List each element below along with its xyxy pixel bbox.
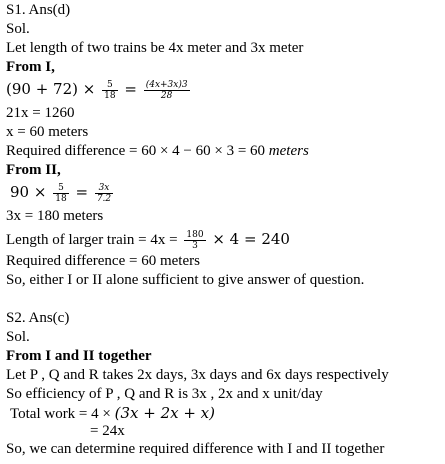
len-fraction (184, 230, 205, 251)
eq1-left: (90 + 72) × (6, 80, 96, 98)
req1-text: Required difference = 60 × 4 − 60 × 3 = 60 (6, 143, 269, 159)
s2-line-1: Let P , Q and R takes 2x days, 3x days and 6x days respectively (6, 367, 389, 383)
eq1-frac-num: 5 (102, 80, 117, 91)
eq2-right-num: 3x (95, 183, 113, 194)
s1-x-value: x = 60 meters (6, 124, 89, 140)
eq2-fraction (53, 183, 68, 204)
eq2-frac-num: 5 (53, 183, 68, 194)
len-frac-num: 180 (186, 229, 204, 240)
eq2-left: 90 × (10, 183, 47, 201)
s2-conclusion: So, we can determine required difference with I and II together (6, 441, 385, 457)
s1-from-ii: From II, (6, 162, 61, 178)
s1-sol: Sol. (6, 21, 30, 37)
s1-21x: 21x = 1260 (6, 105, 75, 121)
work-text: Total work = 4 × (10, 406, 115, 422)
eq1-right-fraction (144, 80, 190, 101)
s1-length-larger (6, 226, 290, 253)
s2-heading: From I and II together (6, 348, 152, 364)
eq2-right-den: 7.2 (96, 193, 112, 204)
s1-from-i: From I, (6, 59, 55, 75)
s2-work-result: = 24x (90, 423, 125, 439)
eq2-frac-den: 18 (55, 193, 67, 204)
s1-equation-2 (10, 180, 115, 204)
s1-intro: Let length of two trains be 4x meter and 3x meter (6, 40, 304, 56)
s2-total-work (10, 404, 215, 423)
s2-answer: S2. Ans(c) (6, 310, 70, 326)
eq1-fraction (102, 80, 117, 101)
req1-unit: meters (268, 143, 309, 159)
s1-answer: S1. Ans(d) (6, 2, 71, 18)
work-expr: (3x + 2x + x) (114, 404, 215, 422)
len-frac-den: 3 (192, 240, 198, 251)
eq2-right-fraction (95, 183, 113, 204)
eq1-equals: = (124, 80, 137, 98)
s2-sol: Sol. (6, 329, 30, 345)
len-rest: × 4 = 240 (212, 230, 290, 248)
eq1-right-den: 28 (160, 90, 173, 101)
s1-required-difference (6, 142, 309, 160)
s1-required-difference-2: Required difference = 60 meters (6, 253, 200, 269)
eq1-frac-den: 18 (104, 90, 116, 101)
s1-equation-1 (6, 77, 192, 101)
s1-conclusion: So, either I or II alone sufficient to give answer of question. (6, 272, 365, 288)
s2-line-2: So efficiency of P , Q and R is 3x , 2x and x unit/day (6, 386, 323, 402)
len-text: Length of larger train = 4x = (6, 232, 178, 248)
eq1-right-num: (4x+3x)3 (145, 79, 188, 90)
s1-3x: 3x = 180 meters (6, 208, 104, 224)
eq2-equals: = (75, 183, 89, 201)
